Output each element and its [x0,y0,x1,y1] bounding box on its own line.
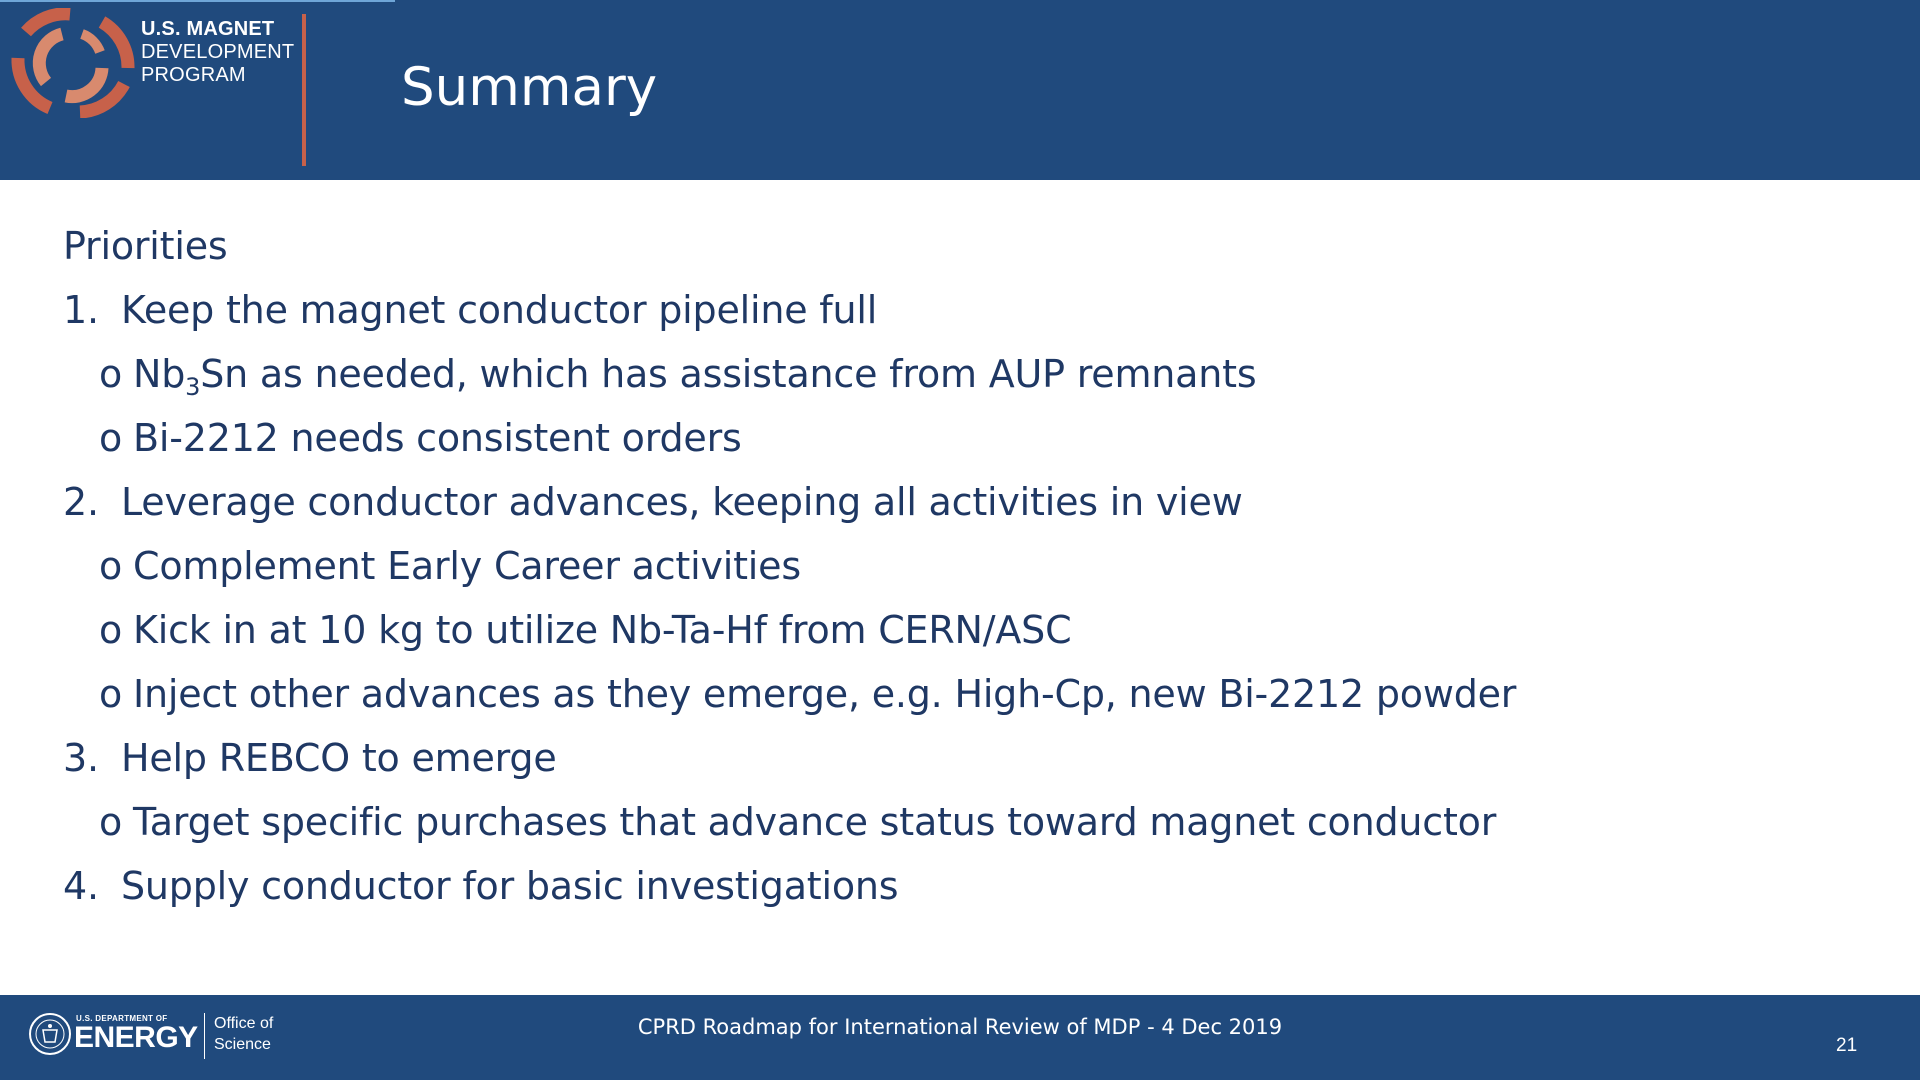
item-number: 3. [63,736,99,780]
priority-item-2 [63,470,1863,534]
sub-bullet-inject [63,662,1863,726]
slide-title: Summary [401,57,658,118]
bullet-marker: o [99,672,123,716]
page-number: 21 [1836,1035,1858,1056]
item-number: 1. [63,288,99,332]
sub-bullet-bi2212 [63,406,1863,470]
bullet-marker: o [99,800,123,844]
sub-bullet-target [63,790,1863,854]
subscript-3: 3 [185,373,201,401]
item-text: Supply conductor for basic investigations [121,864,899,908]
item-text: Help REBCO to emerge [121,736,557,780]
item-text: Target specific purchases that advance status toward magnet conductor [133,800,1497,844]
bullet-marker: o [99,416,123,460]
priorities-list [63,214,1863,918]
item-text: Kick in at 10 kg to utilize Nb-Ta-Hf from CERN/ASC [133,608,1072,652]
footer-caption: CPRD Roadmap for International Review of MDP - 4 Dec 2019 [637,1015,1283,1039]
sub-bullet-nb3sn [63,342,1863,406]
doe-energy-wordmark: ENERGY [74,1021,198,1054]
usmdp-logo-icon [10,8,138,118]
doe-small-label: U.S. DEPARTMENT OF [76,1014,168,1023]
priority-item-4 [63,854,1863,918]
bullet-marker: o [99,352,123,396]
bullet-marker: o [99,544,123,588]
sub-bullet-kick-in [63,598,1863,662]
priority-item-1 [63,278,1863,342]
nb-text: Nb [133,352,186,396]
office-line-2: Science [214,1036,271,1053]
item-text: Leverage conductor advances, keeping all activities in view [121,480,1243,524]
header-top-accent-line [0,0,395,2]
priority-item-3 [63,726,1863,790]
program-logo-text [141,18,294,87]
section-heading: Priorities [63,224,228,268]
sn-text: Sn as needed, which has assistance from AUP remnants [200,352,1257,396]
item-text: Complement Early Career activities [133,544,801,588]
logo-line-1: U.S. MAGNET [141,18,275,40]
logo-line-2: DEVELOPMENT [141,41,295,63]
item-text: Keep the magnet conductor pipeline full [121,288,878,332]
item-text: Bi-2212 needs consistent orders [133,416,742,460]
sub-bullet-early-career [63,534,1863,598]
footer-band [0,995,1920,1080]
item-number: 2. [63,480,99,524]
office-line-1: Office of [214,1015,274,1032]
item-text: Inject other advances as they emerge, e.g. High-Cp, new Bi-2212 powder [133,672,1517,716]
header-divider [302,14,306,166]
logo-line-3: PROGRAM [141,64,246,86]
bullet-marker: o [99,608,123,652]
header-band [0,0,1920,180]
item-number: 4. [63,864,99,908]
